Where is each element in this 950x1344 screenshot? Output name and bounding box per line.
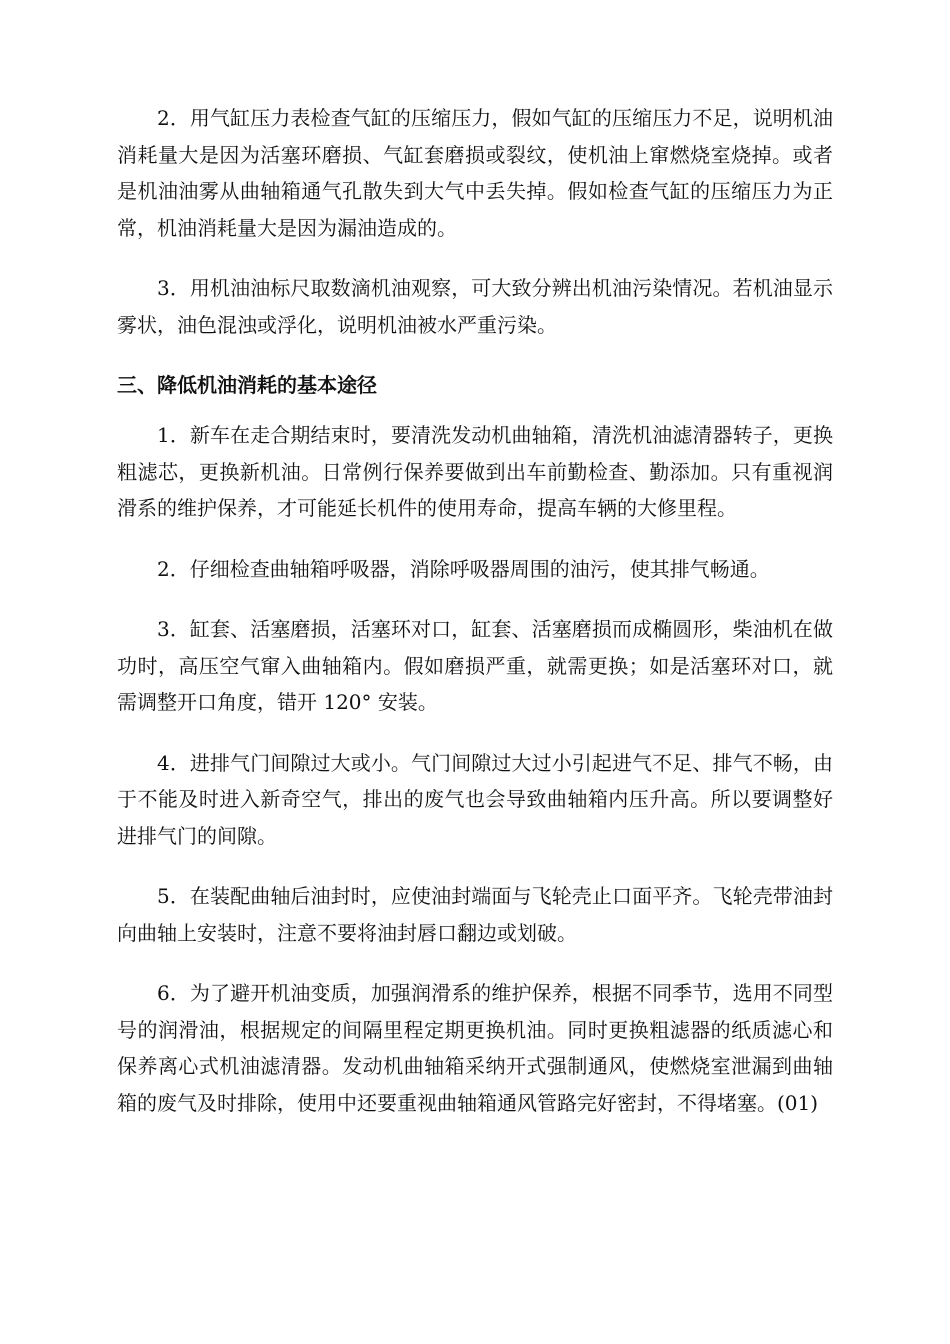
paragraph-breather-check: 2．仔细检查曲轴箱呼吸器，消除呼吸器周围的油污，使其排气畅通。 <box>157 556 770 581</box>
paragraph-liner-piston-wear: 3．缸套、活塞磨损，活塞环对口，缸套、活塞磨损而成椭圆形，柴油机在做功时，高压空气窜入曲轴箱内。假如磨损严重，就需更换；如是活塞环对口，就需调整开口角度，错开 120° 安装。 <box>117 617 833 714</box>
paragraph-dipstick-check: 3．用机油油标尺取数滴机油观察，可大致分辨出机油污染情况。若机油显示雾状，油色混浊或浮化，说明机油被水严重污染。 <box>117 276 833 337</box>
document-page <box>117 100 833 1145</box>
paragraph-cylinder-pressure: 2．用气缸压力表检查气缸的压缩压力，假如气缸的压缩压力不足，说明机油消耗量大是因为活塞环磨损、气缸套磨损或裂纹，使机油上窜燃烧室烧掉。或者是机油油雾从曲轴箱通气孔散失到大气中丢失掉。假如检查气缸的压缩压力为正常，机油消耗量大是因为漏油造成的。 <box>117 106 833 240</box>
paragraph-valve-clearance: 4．进排气门间隙过大或小。气门间隙过大过小引起进气不足、排气不畅，由于不能及时进入新奇空气，排出的废气也会导致曲轴箱内压升高。所以要调整好进排气门的间隙。 <box>117 750 833 848</box>
paragraph-break-in-maintenance: 1．新车在走合期结束时，要清洗发动机曲轴箱，清洗机油滤清器转子，更换粗滤芯，更换新机油。日常例行保养要做到出车前勤检查、勤添加。只有重视润滑系的维护保养，才可能延长机件的使用寿命，提高车辆的大修里程。 <box>117 423 833 520</box>
section-heading: 三、降低机油消耗的基本途径 <box>117 373 377 397</box>
paragraph-oil-change: 6．为了避开机油变质，加强润滑系的维护保养，根据不同季节，选用不同型号的润滑油，根据规定的间隔里程定期更换机油。同时更换粗滤器的纸质滤心和保养离心式机油滤清器。发动机曲轴箱采纳开式强制通风，使燃烧室泄漏到曲轴箱的废气及时排除，使用中还要重视曲轴箱通风管路完好密封，不得堵塞。(01) <box>117 981 833 1115</box>
paragraph-rear-oil-seal: 5．在装配曲轴后油封时，应使油封端面与飞轮壳止口面平齐。飞轮壳带油封向曲轴上安装时，注意不要将油封唇口翻边或划破。 <box>117 884 833 945</box>
